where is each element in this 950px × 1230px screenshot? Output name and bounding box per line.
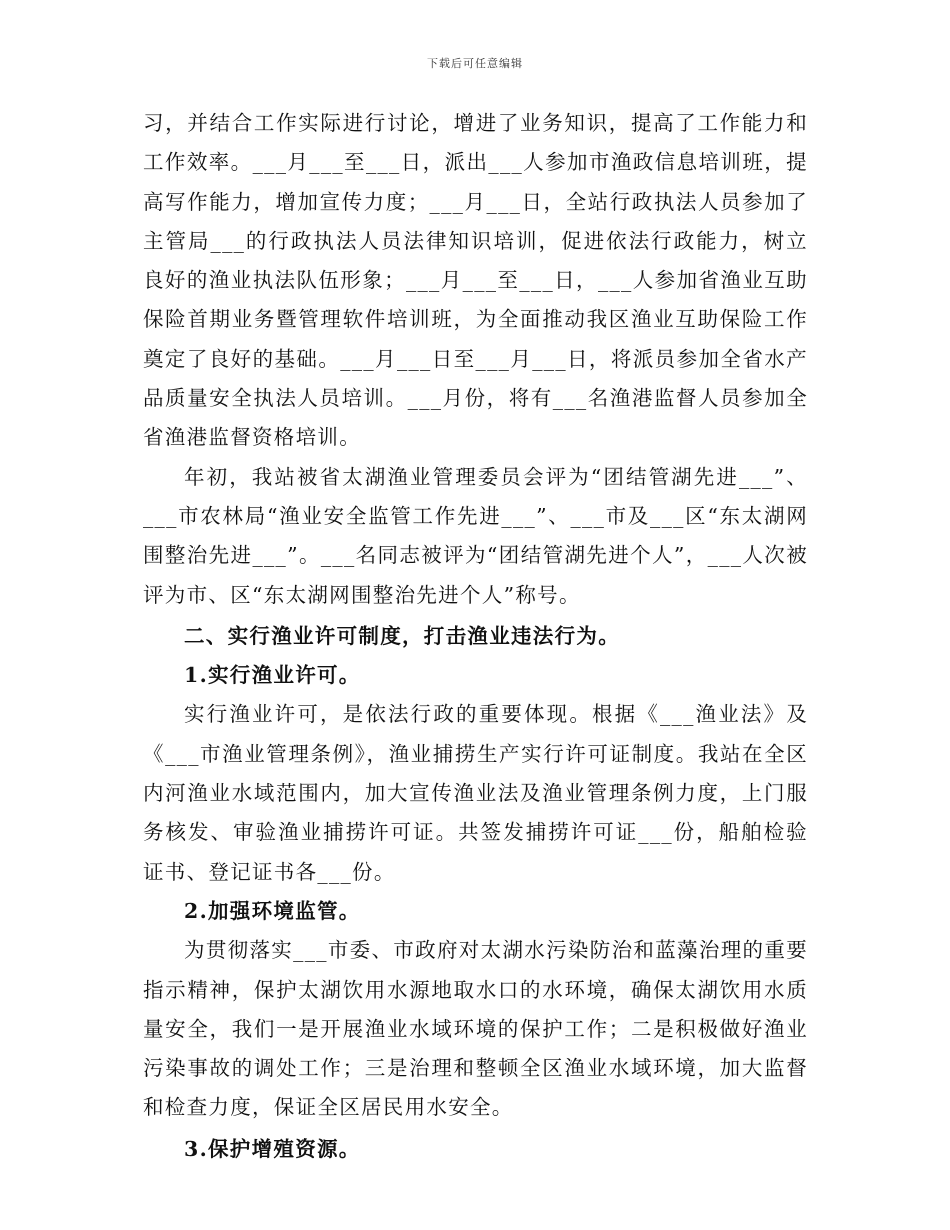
section-heading-licensing: 二、实行渔业许可制度，打击渔业违法行为。 <box>184 623 620 648</box>
subheading-environment: 2.加强环境监管。 <box>184 898 361 923</box>
page-header: 下载后可任意编辑 <box>427 57 523 70</box>
paragraph-awards: 年初，我站被省太湖渔业管理委员会评为“团结管湖先进___”、___市农林局“渔业安全监管工作先进___”、___市及___区“东太湖网围整治先进___”。___名同志被评为“团结管湖先进个人”，___人次被评为市、区“东太湖网围整治先进个人”称号。 <box>143 464 808 607</box>
paragraph-training: 习，并结合工作实际进行讨论，增进了业务知识，提高了工作能力和工作效率。___月___至___日，派出___人参加市渔政信息培训班，提高写作能力，增加宣传力度；___月___日，全站行政执法人员参加了主管局___的行政执法人员法律知识培训，促进依法行政能力，树立良好的渔业执法队伍形象；___月___至___日，___人参加省渔业互助保险首期业务暨管理软件培训班，为全面推动我区渔业互助保险工作奠定了良好的基础。___月___日至___月___日，将派员参加全省水产品质量安全执法人员培训。___月份，将有___名渔港监督人员参加全省渔港监督资格培训。 <box>143 111 808 450</box>
paragraph-environment: 为贯彻落实___市委、市政府对太湖水污染防治和蓝藻治理的重要指示精神，保护太湖饮用水源地取水口的水环境，确保太湖饮用水质量安全，我们一是开展渔业水域环境的保护工作；二是积极做好渔业污染事故的调处工作；三是治理和整顿全区渔业水域环境，加大监督和检查力度，保证全区居民用水安全。 <box>143 938 808 1120</box>
document-body <box>143 104 808 1169</box>
subheading-resources: 3.保护增殖资源。 <box>184 1136 361 1161</box>
subheading-fishing-license: 1.实行渔业许可。 <box>184 663 361 688</box>
paragraph-fishing-license: 实行渔业许可，是依法行政的重要体现。根据《___渔业法》及《___市渔业管理条例》，渔业捕捞生产实行许可证制度。我站在全区内河渔业水域范围内，加大宣传渔业法及渔业管理条例力度，上门服务核发、审验渔业捕捞许可证。共签发捕捞许可证___份，船舶检验证书、登记证书各___份。 <box>143 702 808 884</box>
